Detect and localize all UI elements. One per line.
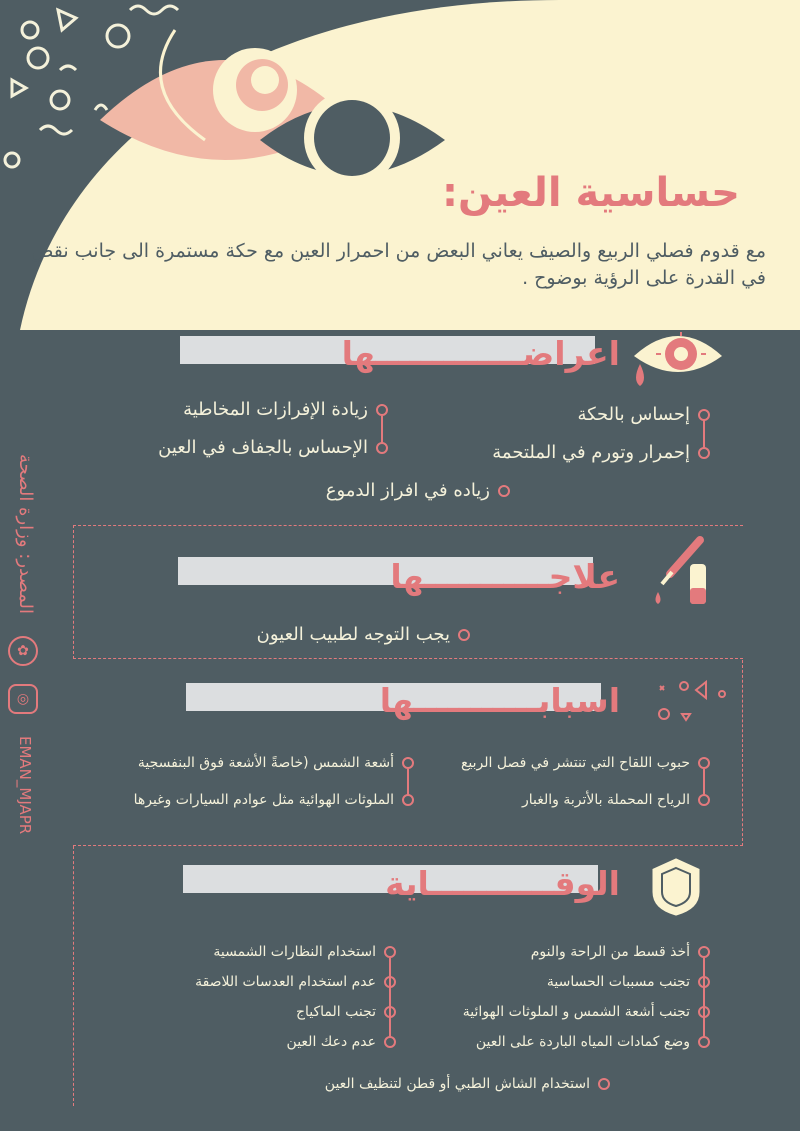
- symptom-item: إحمرار وتورم في الملتحمة: [492, 442, 710, 463]
- treatment-item: يجب التوجه لطبيب العيون: [257, 624, 470, 645]
- symptom-item: إحساس بالحكة: [577, 404, 710, 425]
- prevention-item: تجنب أشعة الشمس و الملوثات الهوائية: [463, 1004, 710, 1020]
- prevention-item: عدم دعك العين: [287, 1034, 396, 1050]
- prevention-item: تجنب الماكياج: [296, 1004, 396, 1020]
- source-text: المصدر: وزارة الصحة: [15, 453, 36, 614]
- shield-icon: [650, 856, 702, 918]
- symptoms-heading: اعراضـــــــــــــها: [341, 334, 620, 373]
- treatment-heading: علاجـــــــــــها: [390, 557, 620, 596]
- cause-item: أشعة الشمس (خاصةً الأشعة فوق البنفسجية: [138, 755, 414, 771]
- symptom-item: الإحساس بالجفاف في العين: [158, 437, 388, 458]
- cause-item: الرياح المحملة بالأتربة والغبار: [522, 792, 710, 808]
- prevention-item: وضع كمادات المياه الباردة على العين: [476, 1034, 710, 1050]
- prevention-item: تجنب مسببات الحساسية: [547, 974, 710, 990]
- prevention-item: أخذ قسط من الراحة والنوم: [531, 944, 710, 960]
- page-title: حساسية العين:: [441, 170, 740, 216]
- prevention-heading: الوقـــــــــــاية: [385, 864, 620, 903]
- causes-heading: اسبابـــــــــــها: [379, 681, 620, 720]
- symptom-item: زياده في افراز الدموع: [326, 480, 510, 501]
- twitter-icon[interactable]: ✿: [8, 636, 38, 666]
- prevention-item: استخدام النظارات الشمسية: [213, 944, 396, 960]
- handle-text: EMAN_MJAPR: [16, 736, 34, 835]
- cause-item: حبوب اللقاح التي تنتشر في فصل الربيع: [461, 755, 710, 771]
- instagram-icon[interactable]: ◎: [8, 684, 38, 714]
- prevention-line: [73, 846, 74, 1106]
- cause-item: الملوثات الهوائية مثل عوادم السيارات وغيرها: [134, 792, 414, 808]
- prevention-item: استخدام الشاش الطبي أو قطن لتنظيف العين: [325, 1076, 610, 1092]
- red-eye-icon: [626, 322, 730, 392]
- sidebar: [8, 414, 38, 834]
- intro-text: مع قدوم فصلي الربيع والصيف يعاني البعض من احمرار العين مع حكة مستمرة الى جانب نقص في القدرة على الرؤية بوضوح .: [30, 240, 766, 289]
- particles-icon: [654, 676, 730, 726]
- symptom-item: زيادة الإفرازات المخاطية: [183, 399, 388, 420]
- prevention-item: عدم استخدام العدسات اللاصقة: [195, 974, 396, 990]
- dropper-icon: [650, 534, 716, 610]
